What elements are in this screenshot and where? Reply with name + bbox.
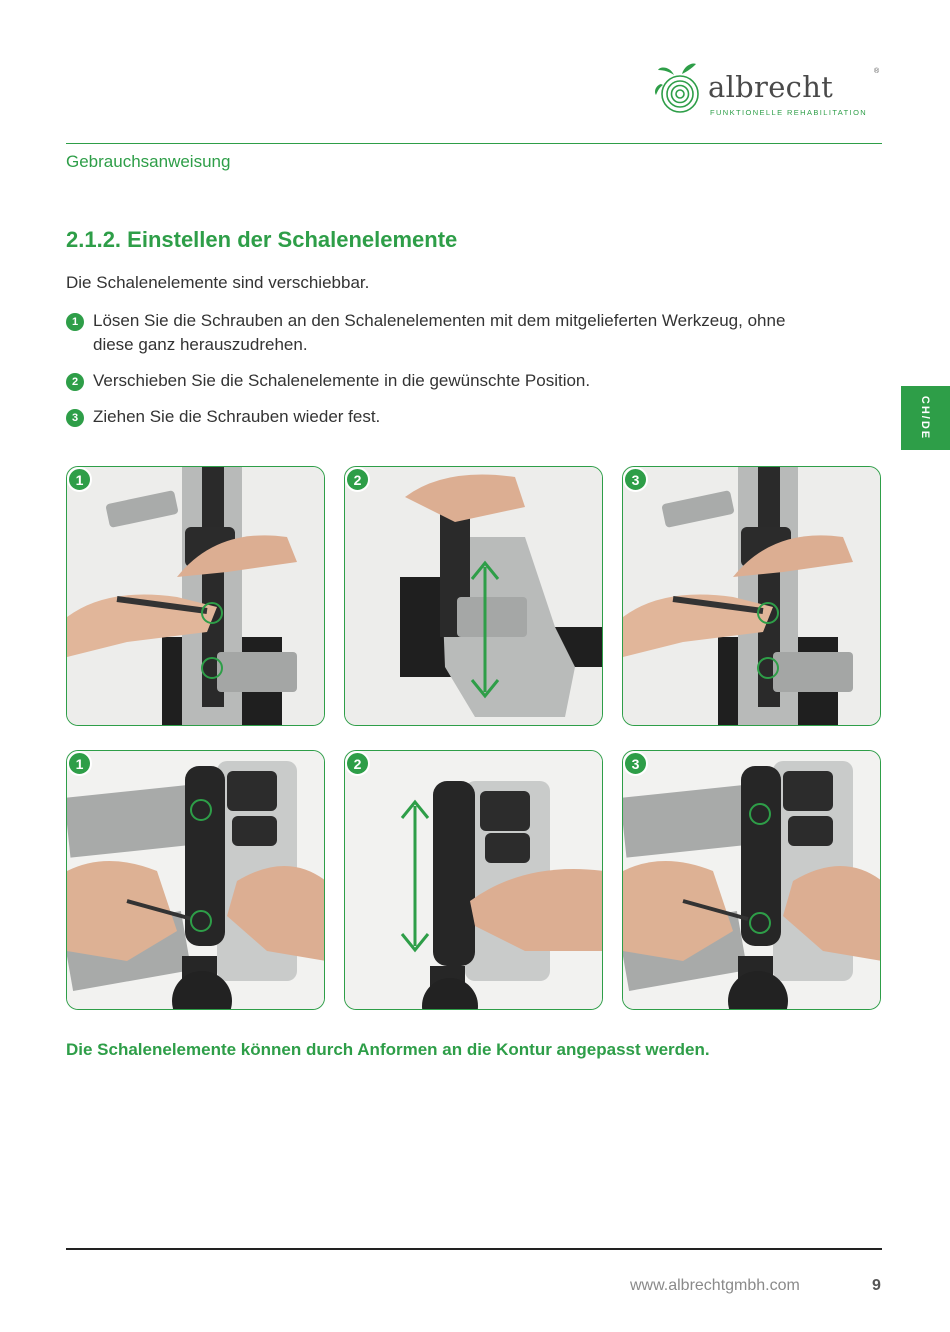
logo-wordmark: albrecht (708, 70, 834, 104)
instruction-photo-move (344, 750, 603, 1010)
step-item (66, 369, 786, 393)
step-number-icon: 2 (66, 373, 84, 391)
instruction-photo-loosen (66, 466, 325, 726)
logo-tagline: FUNKTIONELLE REHABILITATION (710, 108, 868, 117)
step-list (66, 309, 786, 441)
website-link[interactable]: www.albrechtgmbh.com (630, 1277, 800, 1294)
page-heading: 2.1.2. Einstellen der Schalenelemente (66, 227, 458, 252)
highlight-note: Die Schalenelemente können durch Anformen an die Kontur angepasst werden. (66, 1040, 710, 1059)
instruction-photo-tighten (622, 750, 881, 1010)
brand-logo (652, 60, 884, 120)
footer-divider (66, 1248, 882, 1250)
intro-text: Die Schalenelemente sind verschiebbar. (66, 273, 370, 292)
photo-step-badge: 3 (623, 751, 648, 776)
step-item (66, 405, 786, 429)
photo-step-badge: 3 (623, 467, 648, 492)
instruction-photo-loosen (66, 750, 325, 1010)
step-number-icon: 3 (66, 409, 84, 427)
step-text: Verschieben Sie die Schalenelemente in die gewünschte Position. (93, 371, 591, 390)
instruction-photo-move (344, 466, 603, 726)
logo-rings-icon (652, 60, 708, 120)
step-number-icon: 1 (66, 313, 84, 331)
photo-step-badge: 2 (345, 751, 370, 776)
step-text: Ziehen Sie die Schrauben wieder fest. (93, 407, 381, 426)
language-tab-label: CH/DE (919, 395, 932, 441)
section-label: Gebrauchsanweisung (66, 152, 231, 171)
registered-mark: ® (874, 68, 880, 75)
header-divider (66, 143, 882, 144)
instruction-photo-tighten (622, 466, 881, 726)
language-tab (901, 386, 950, 450)
photo-step-badge: 2 (345, 467, 370, 492)
step-item (66, 309, 786, 357)
photo-step-badge: 1 (67, 751, 92, 776)
step-text: Lösen Sie die Schrauben an den Schalenelementen mit dem mitgelieferten Werkzeug, ohne diese ganz herauszudrehen. (93, 311, 786, 354)
page-number: 9 (872, 1277, 881, 1294)
photo-step-badge: 1 (67, 467, 92, 492)
